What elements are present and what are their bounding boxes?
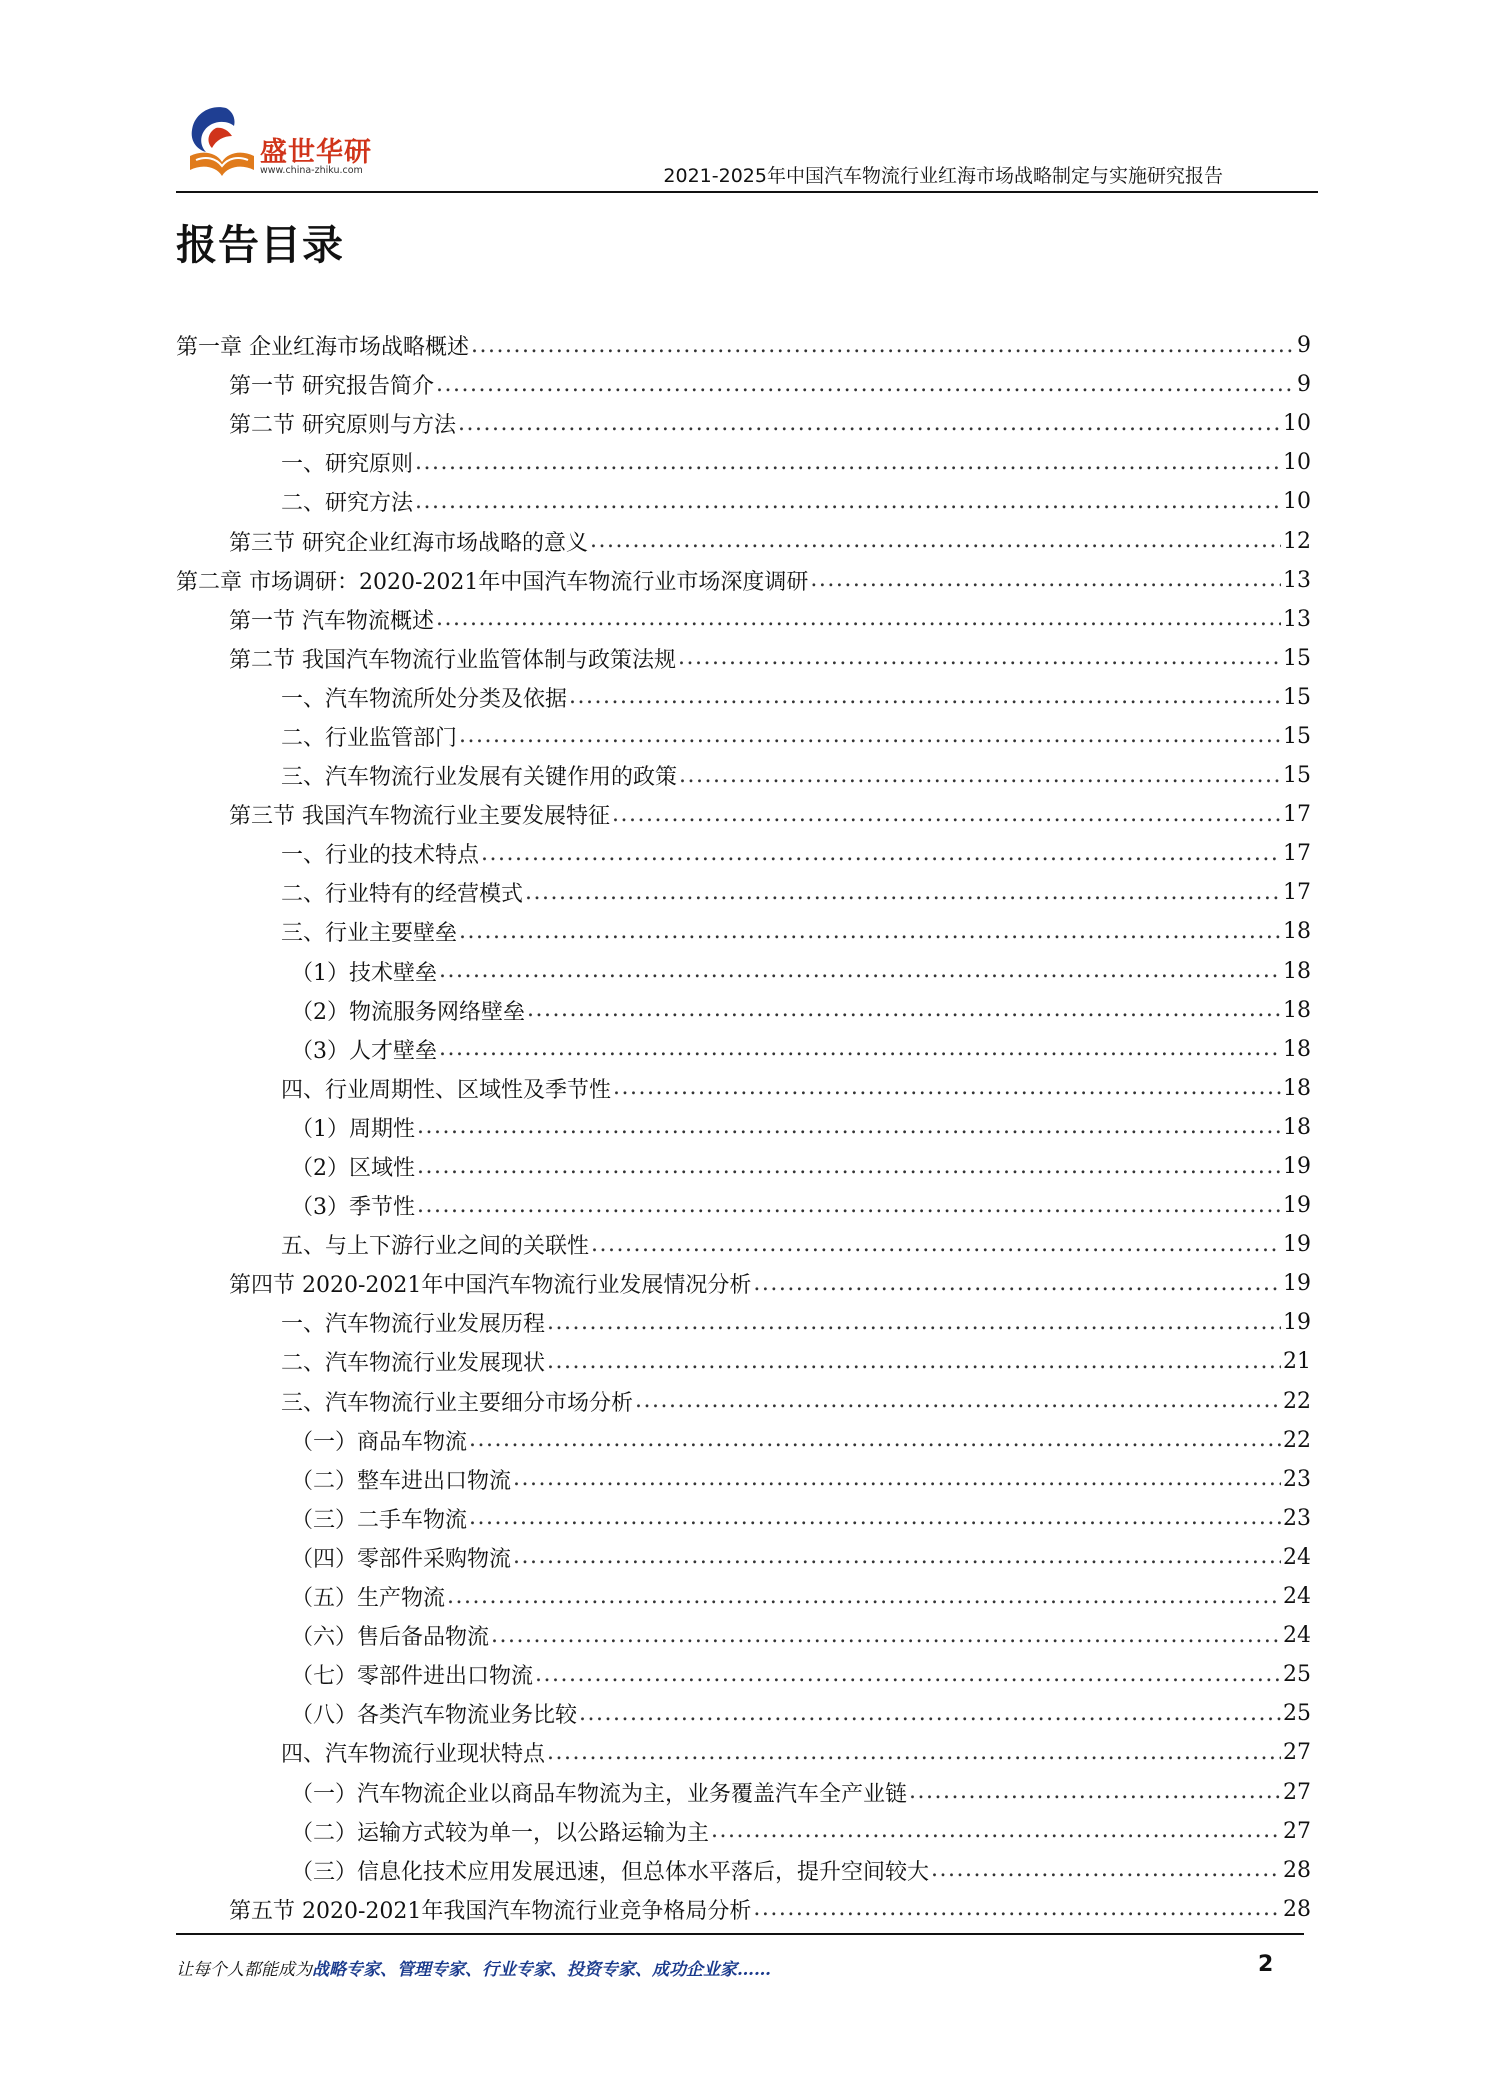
toc-entry-title: （3）季节性 (291, 1190, 415, 1221)
report-title: 2021-2025年中国汽车物流行业红海市场战略制定与实施研究报告 (663, 165, 1223, 187)
toc-leader-dots (417, 1154, 1281, 1180)
toc-entry[interactable] (176, 1772, 1311, 1811)
toc-entry-title: 第二章 市场调研：2020-2021年中国汽车物流行业市场深度调研 (176, 565, 808, 596)
toc-entry-page: 19 (1283, 1193, 1311, 1219)
toc-leader-dots (591, 1232, 1281, 1258)
toc-leader-dots (469, 1505, 1281, 1531)
toc-entry-title: 二、研究方法 (281, 486, 413, 517)
toc-leader-dots (481, 841, 1281, 867)
company-logo (176, 100, 396, 182)
toc-entry-title: 二、行业监管部门 (281, 721, 457, 752)
toc-leader-dots (909, 1779, 1281, 1805)
toc-leader-dots (547, 1349, 1281, 1375)
toc-entry[interactable] (176, 521, 1311, 560)
toc-entry[interactable] (176, 795, 1311, 834)
toc-entry-page: 19 (1283, 1154, 1311, 1180)
toc-entry-title: 一、汽车物流行业发展历程 (281, 1307, 545, 1338)
toc-entry[interactable] (176, 365, 1311, 404)
toc-entry[interactable] (176, 1851, 1311, 1890)
toc-entry[interactable] (176, 1694, 1311, 1733)
toc-entry-title: 三、行业主要壁垒 (281, 916, 457, 947)
toc-leader-dots (612, 802, 1281, 828)
toc-entry-page: 10 (1283, 450, 1311, 476)
toc-entry-title: 一、研究原则 (281, 447, 413, 478)
toc-entry[interactable] (176, 404, 1311, 443)
toc-entry-page: 15 (1283, 763, 1311, 789)
toc-entry-page: 28 (1283, 1896, 1311, 1922)
toc-entry-title: （2）物流服务网络壁垒 (291, 995, 525, 1026)
toc-entry-page: 24 (1283, 1623, 1311, 1649)
toc-entry[interactable] (176, 1538, 1311, 1577)
toc-leader-dots (679, 763, 1281, 789)
toc-entry-page: 19 (1283, 1271, 1311, 1297)
toc-entry[interactable] (176, 912, 1311, 951)
toc-entry-page: 12 (1283, 528, 1311, 554)
toc-entry-title: 一、行业的技术特点 (281, 838, 479, 869)
toc-leader-dots (439, 958, 1281, 984)
toc-entry-title: （2）区域性 (291, 1151, 415, 1182)
toc-entry[interactable] (176, 1812, 1311, 1851)
toc-entry-title: （八）各类汽车物流业务比较 (291, 1698, 577, 1729)
toc-leader-dots (415, 489, 1281, 515)
toc-entry-page: 27 (1283, 1818, 1311, 1844)
toc-leader-dots (527, 997, 1281, 1023)
toc-leader-dots (613, 1075, 1281, 1101)
toc-entry-page: 24 (1283, 1584, 1311, 1610)
toc-leader-dots (635, 1388, 1281, 1414)
toc-entry-page: 18 (1283, 958, 1311, 984)
toc-entry-page: 17 (1283, 802, 1311, 828)
toc-entry-title: 第二节 研究原则与方法 (229, 408, 456, 439)
toc-entry-page: 25 (1283, 1662, 1311, 1688)
toc-entry-page: 27 (1283, 1740, 1311, 1766)
slogan-highlight: 战略专家、管理专家、行业专家、投资专家、成功企业家…… (312, 1960, 771, 1980)
toc-entry[interactable] (176, 1030, 1311, 1069)
toc-entry[interactable] (176, 1342, 1311, 1381)
logo-mark-icon (176, 100, 260, 182)
toc-entry-title: 三、汽车物流行业发展有关键作用的政策 (281, 760, 677, 791)
toc-leader-dots (417, 1114, 1281, 1140)
toc-entry-title: （二）运输方式较为单一，以公路运输为主 (291, 1816, 709, 1847)
toc-entry-page: 17 (1283, 880, 1311, 906)
toc-entry-page: 22 (1283, 1388, 1311, 1414)
page-title: 报告目录 (176, 221, 344, 269)
toc-entry-page: 24 (1283, 1544, 1311, 1570)
toc-leader-dots (753, 1271, 1281, 1297)
toc-entry[interactable] (176, 991, 1311, 1030)
toc-leader-dots (711, 1818, 1281, 1844)
toc-leader-dots (547, 1740, 1281, 1766)
toc-entry-title: 第五节 2020-2021年我国汽车物流行业竞争格局分析 (229, 1894, 751, 1925)
toc-entry[interactable] (176, 756, 1311, 795)
toc-entry[interactable] (176, 1460, 1311, 1499)
toc-entry[interactable] (176, 600, 1311, 639)
toc-entry-title: 第一章 企业红海市场战略概述 (176, 330, 469, 361)
toc-entry[interactable] (176, 717, 1311, 756)
toc-entry[interactable] (176, 873, 1311, 912)
toc-entry-title: （一）商品车物流 (291, 1425, 467, 1456)
toc-leader-dots (678, 645, 1281, 671)
toc-entry-page: 21 (1283, 1349, 1311, 1375)
logo-text: 盛世华研 (260, 137, 372, 168)
toc-entry[interactable] (176, 1069, 1311, 1108)
toc-entry[interactable] (176, 482, 1311, 521)
toc-leader-dots (415, 450, 1281, 476)
toc-entry-title: （3）人才壁垒 (291, 1034, 437, 1065)
toc-entry[interactable] (176, 1890, 1311, 1929)
toc-entry-page: 18 (1283, 997, 1311, 1023)
toc-leader-dots (471, 333, 1295, 359)
toc-entry[interactable] (176, 678, 1311, 717)
toc-entry-title: 第二节 我国汽车物流行业监管体制与政策法规 (229, 643, 676, 674)
toc-entry-title: （三）信息化技术应用发展迅速，但总体水平落后，提升空间较大 (291, 1855, 929, 1886)
toc-entry-title: （六）售后备品物流 (291, 1620, 489, 1651)
toc-entry-title: 一、汽车物流所处分类及依据 (281, 682, 567, 713)
toc-entry-title: 二、行业特有的经营模式 (281, 877, 523, 908)
toc-entry-page: 23 (1283, 1466, 1311, 1492)
toc-entry[interactable] (176, 1186, 1311, 1225)
toc-leader-dots (459, 723, 1281, 749)
toc-entry-page: 18 (1283, 919, 1311, 945)
toc-leader-dots (513, 1544, 1281, 1570)
toc-leader-dots (535, 1662, 1281, 1688)
toc-leader-dots (436, 606, 1281, 632)
toc-entry-page: 15 (1283, 684, 1311, 710)
toc-entry-page: 25 (1283, 1701, 1311, 1727)
toc-leader-dots (810, 567, 1281, 593)
toc-entry-page: 18 (1283, 1114, 1311, 1140)
toc-entry-title: 三、汽车物流行业主要细分市场分析 (281, 1386, 633, 1417)
toc-leader-dots (491, 1623, 1281, 1649)
toc-leader-dots (525, 880, 1281, 906)
toc-entry-page: 18 (1283, 1036, 1311, 1062)
toc-entry-title: （1）技术壁垒 (291, 956, 437, 987)
toc-entry[interactable] (176, 834, 1311, 873)
toc-entry-title: （四）零部件采购物流 (291, 1542, 511, 1573)
toc-entry[interactable] (176, 1147, 1311, 1186)
toc-leader-dots (459, 919, 1281, 945)
toc-entry-page: 27 (1283, 1779, 1311, 1805)
toc-entry-title: 第三节 我国汽车物流行业主要发展特征 (229, 799, 610, 830)
toc-entry-title: （三）二手车物流 (291, 1503, 467, 1534)
toc-entry-title: 五、与上下游行业之间的关联性 (281, 1229, 589, 1260)
toc-leader-dots (590, 528, 1281, 554)
toc-entry-page: 19 (1283, 1310, 1311, 1336)
slogan-prefix: 让每个人都能成为 (176, 1960, 312, 1980)
toc-entry[interactable] (176, 1264, 1311, 1303)
toc-leader-dots (931, 1857, 1281, 1883)
toc-entry-title: 四、汽车物流行业现状特点 (281, 1737, 545, 1768)
toc-entry-page: 19 (1283, 1232, 1311, 1258)
toc-entry-title: 第三节 研究企业红海市场战略的意义 (229, 526, 588, 557)
toc-entry[interactable] (176, 1225, 1311, 1264)
toc-leader-dots (569, 684, 1281, 710)
toc-entry-page: 28 (1283, 1857, 1311, 1883)
toc-entry[interactable] (176, 1616, 1311, 1655)
toc-entry[interactable] (176, 1303, 1311, 1342)
toc-entry-page: 10 (1283, 489, 1311, 515)
toc-entry[interactable] (176, 639, 1311, 678)
toc-entry[interactable] (176, 1577, 1311, 1616)
toc-entry[interactable] (176, 952, 1311, 991)
toc-entry-page: 17 (1283, 841, 1311, 867)
toc-entry-page: 9 (1297, 372, 1311, 398)
toc-entry-title: 四、行业周期性、区域性及季节性 (281, 1073, 611, 1104)
toc-entry-title: （二）整车进出口物流 (291, 1464, 511, 1495)
toc-entry-page: 23 (1283, 1505, 1311, 1531)
table-of-contents (176, 326, 1311, 1929)
toc-entry-page: 15 (1283, 723, 1311, 749)
footer-slogan (176, 1955, 771, 1980)
toc-entry-page: 15 (1283, 645, 1311, 671)
toc-entry-page: 18 (1283, 1075, 1311, 1101)
toc-entry-page: 9 (1297, 333, 1311, 359)
logo-url: www.china-zhiku.com (260, 165, 363, 176)
toc-leader-dots (417, 1193, 1281, 1219)
toc-entry[interactable] (176, 1733, 1311, 1772)
toc-entry-page: 22 (1283, 1427, 1311, 1453)
toc-entry-page: 13 (1283, 606, 1311, 632)
toc-entry[interactable] (176, 1108, 1311, 1147)
toc-leader-dots (447, 1584, 1281, 1610)
toc-leader-dots (458, 411, 1281, 437)
toc-entry[interactable] (176, 443, 1311, 482)
toc-leader-dots (579, 1701, 1281, 1727)
page-number: 2 (1258, 1952, 1274, 1977)
toc-entry-title: （1）周期性 (291, 1112, 415, 1143)
footer-divider (176, 1933, 1304, 1935)
toc-entry[interactable] (176, 1421, 1311, 1460)
toc-entry[interactable] (176, 1499, 1311, 1538)
toc-entry-title: 第一节 汽车物流概述 (229, 604, 434, 635)
toc-leader-dots (439, 1036, 1281, 1062)
toc-entry-title: 第四节 2020-2021年中国汽车物流行业发展情况分析 (229, 1268, 751, 1299)
toc-entry-title: （五）生产物流 (291, 1581, 445, 1612)
toc-entry-title: 第一节 研究报告简介 (229, 369, 434, 400)
toc-leader-dots (547, 1310, 1281, 1336)
toc-entry[interactable] (176, 1382, 1311, 1421)
toc-leader-dots (469, 1427, 1281, 1453)
toc-entry-title: 二、汽车物流行业发展现状 (281, 1346, 545, 1377)
toc-entry[interactable] (176, 561, 1311, 600)
toc-leader-dots (513, 1466, 1281, 1492)
toc-entry-title: （一）汽车物流企业以商品车物流为主，业务覆盖汽车全产业链 (291, 1777, 907, 1808)
toc-entry[interactable] (176, 1655, 1311, 1694)
toc-entry-title: （七）零部件进出口物流 (291, 1659, 533, 1690)
header-divider (176, 191, 1318, 193)
toc-entry-page: 13 (1283, 567, 1311, 593)
toc-leader-dots (753, 1896, 1281, 1922)
toc-entry[interactable] (176, 326, 1311, 365)
toc-entry-page: 10 (1283, 411, 1311, 437)
toc-leader-dots (436, 372, 1295, 398)
page-header (176, 100, 1318, 196)
